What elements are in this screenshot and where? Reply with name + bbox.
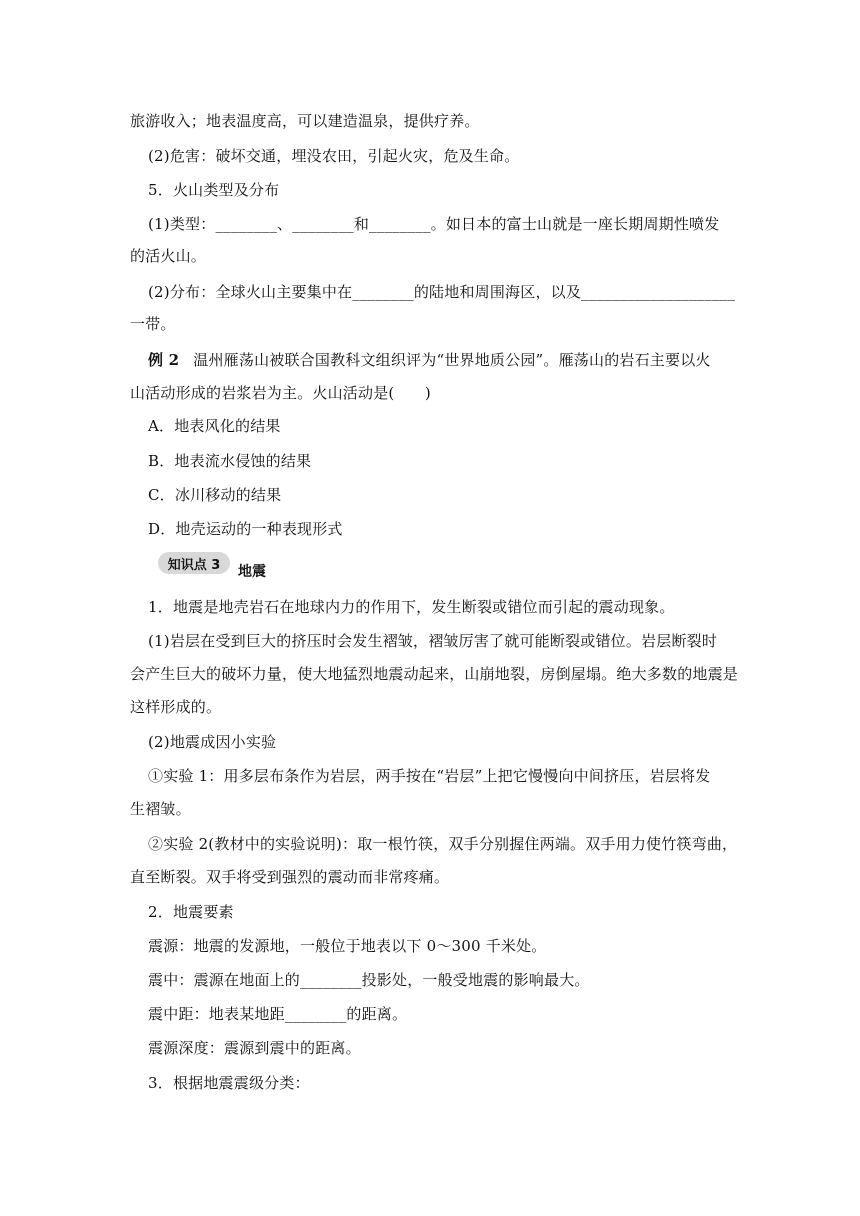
example-question [148,350,753,370]
knowledge-point-badge: 知识点 3 [158,552,230,574]
text-line: 直至断裂。双手将受到强烈的震动而非常疼痛。 [130,868,450,886]
option-b: B．地表流水侵蚀的结果 [148,452,312,470]
example-text-cont: 山活动形成的岩浆岩为主。火山活动是( ) [130,384,431,402]
example-label: 例 2 [148,351,180,369]
option-d: D．地壳运动的一种表现形式 [148,520,343,538]
text-line: 的活火山。 [130,247,207,265]
text-line: (1)类型：________、________和________。如日本的富士山就是一座长期周期性喷发 [148,215,720,233]
text-line: ①实验 1：用多层布条作为岩层，两手按在“岩层”上把它慢慢向中间挤压，岩层将发 [148,767,711,785]
text-line: 生褶皱。 [130,800,191,818]
knowledge-point-title: 地震 [238,564,266,580]
text-line: ②实验 2(教材中的实验说明)：取一根竹筷，双手分别握住两端。双手用力使竹筷弯曲， [148,835,738,853]
text-line: 旅游收入；地表温度高，可以建造温泉，提供疗养。 [130,112,480,130]
text-line: (1)岩层在受到巨大的挤压时会发生褶皱，褶皱厉害了就可能断裂或错位。岩层断裂时 [148,632,718,650]
text-line: 一带。 [130,315,176,333]
text-line: (2)分布：全球火山主要集中在________的陆地和周围海区，以及____________________ [148,283,736,301]
text-line: 震中：震源在地面上的________投影处，一般受地震的影响最大。 [148,971,590,989]
text-line: 1．地震是地壳岩石在地球内力的作用下，发生断裂或错位而引起的震动现象。 [148,598,675,616]
section-heading: 5．火山类型及分布 [148,181,280,199]
example-text: 温州雁荡山被联合国教科文组织评为“世界地质公园”。雁荡山的岩石主要以火 [193,351,711,369]
section-heading: (2)地震成因小实验 [148,733,277,751]
section-heading: 3．根据地震震级分类： [148,1074,310,1092]
option-c: C．冰川移动的结果 [148,486,282,504]
text-line: 震源深度：震源到震中的距离。 [148,1039,361,1057]
text-line: 震中距：地表某地距________的距离。 [148,1005,408,1023]
text-line: (2)危害：破坏交通，埋没农田，引起火灾，危及生命。 [148,147,520,165]
section-heading: 2．地震要素 [148,903,234,921]
text-line: 震源：地震的发源地，一般位于地表以下 0～300 千米处。 [148,937,547,955]
text-line: 会产生巨大的破坏力量，使大地猛烈地震动起来，山崩地裂，房倒屋塌。绝大多数的地震是 [130,665,739,683]
text-line: 这样形成的。 [130,698,222,716]
option-a: A．地表风化的结果 [148,417,281,435]
